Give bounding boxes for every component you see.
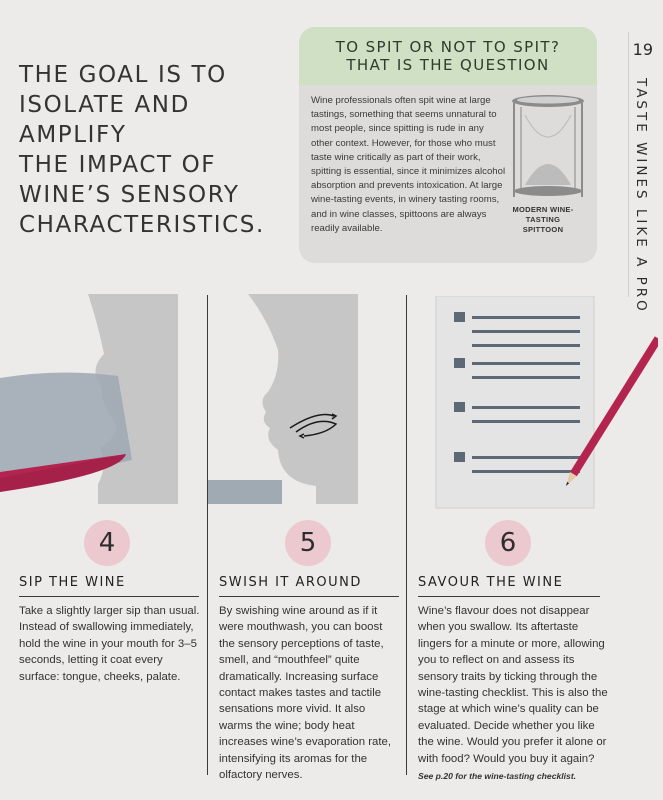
side-rule <box>628 32 629 297</box>
step-5-title: SWISH IT AROUND <box>219 575 362 590</box>
swish-illustration <box>208 290 406 510</box>
spittoon-caption-line: MODERN WINE-TASTING <box>512 205 574 224</box>
spit-box-title <box>299 27 597 85</box>
step-6-body: Wine’s flavour does not disappear when you swallow. Its aftertaste lingers for a minute or more, allowing you to reflect on and assess its sensory traits by ticking through the wine-tasting checklist. This is also the stage at which wine’s quality can be evaluated. Decide whether you like the wine. Would you prefer it alone or with food? Would you buy it again? <box>418 605 608 765</box>
spittoon-illustration <box>505 85 591 205</box>
sip-illustration <box>0 290 206 510</box>
headline-line: WINE’S SENSORY <box>19 182 240 208</box>
headline-line: THE IMPACT OF <box>19 152 217 178</box>
step-6-number: 6 <box>485 520 531 566</box>
page-headline <box>19 60 294 240</box>
headline-line: THE GOAL IS TO <box>19 62 227 88</box>
checklist-footnote: See p.20 for the wine-tasting checklist. <box>418 771 577 781</box>
spit-box-body: Wine professionals often spit wine at large tastings, something that seems unnatural to most people, since spitting is rude in any other context. However, for those who must taste wine critically as part of their work, spitting is essential, since it minimizes alcohol absorption and prevents intoxication. At large wine-tasting events, in winery tasting rooms, and in wine classes, spittoons are always readily available. <box>311 95 506 234</box>
page-number: 19 <box>632 40 653 59</box>
step-4-rule <box>19 596 199 597</box>
checklist-illustration <box>408 296 658 518</box>
step-4-number: 4 <box>84 520 130 566</box>
step-5-number: 5 <box>285 520 331 566</box>
spit-box-title-line: THAT IS THE QUESTION <box>346 56 550 74</box>
step-4-title: SIP THE WINE <box>19 575 126 590</box>
headline-line: ISOLATE AND AMPLIFY <box>19 92 190 148</box>
spit-box-title-line: TO SPIT OR NOT TO SPIT? <box>335 38 561 56</box>
section-title-vertical: TASTE WINES LIKE A PRO <box>633 78 649 314</box>
step-6-rule <box>418 596 600 597</box>
spittoon-caption-line: SPITTOON <box>522 225 564 234</box>
step-5-body: By swishing wine around as if it were mouthwash, you can boost the sensory perceptions of taste, smell, and “mouthfeel” quite dramatically. Increasing surface contact makes tastes and tactile sensations more vivid. It also warms the wine; body heat increases wine’s evaporation rate, intensifying its aromas for the olfactory nerves. <box>219 605 392 782</box>
headline-line: CHARACTERISTICS. <box>19 212 265 238</box>
step-6-title: SAVOUR THE WINE <box>418 575 564 590</box>
step-5-rule <box>219 596 399 597</box>
spittoon-caption <box>497 205 589 235</box>
spit-info-box <box>299 27 597 263</box>
column-divider <box>406 295 407 775</box>
step-4-body: Take a slightly larger sip than usual. Instead of swallowing immediately, hold the wine in your mouth for 3–5 seconds, letting it coat every surface: tongue, cheeks, palate. <box>19 605 200 683</box>
